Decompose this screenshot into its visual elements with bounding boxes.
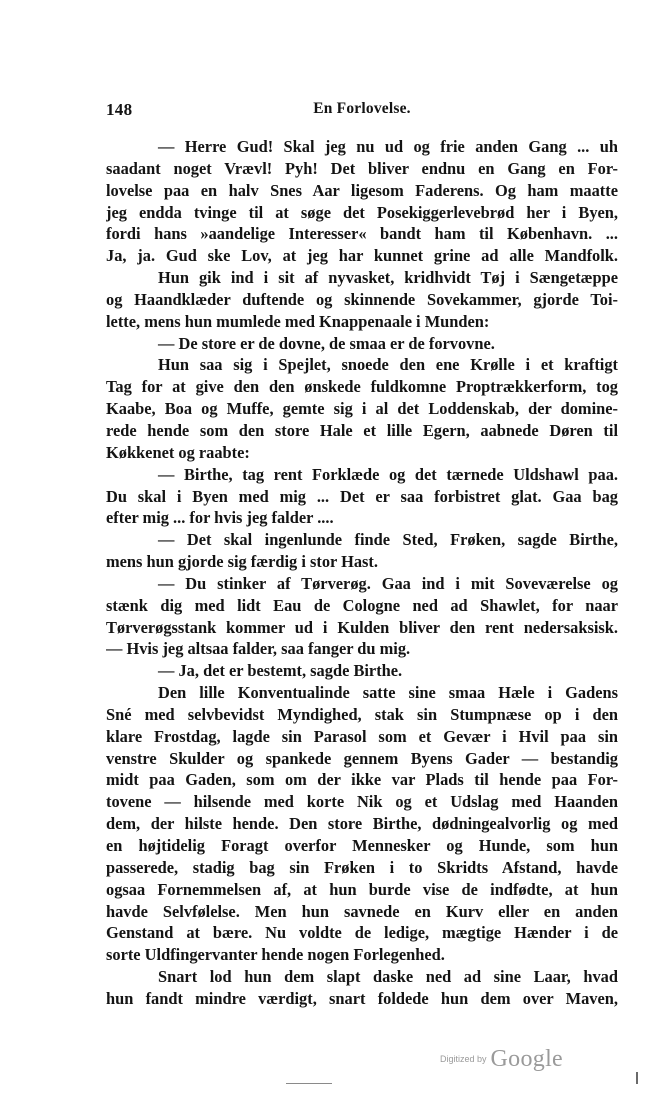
text-line: — Det skal ingenlunde finde Sted, Frøken, sagde Birthe, <box>158 530 618 550</box>
text-line: Du skal i Byen med mig ... Det er saa forbistret glat. Gaa bag <box>106 486 618 506</box>
text-line: efter mig ... for hvis jeg falder .... <box>106 508 334 528</box>
text-line: lette, mens hun mumlede med Knappenaale i Munden: <box>106 311 490 331</box>
text-line: ogsaa Fornemmelsen af, at hun burde vise de indfødte, at hun <box>106 879 618 899</box>
text-line: — Du stinker af Tørverøg. Gaa ind i mit Soveværelse og <box>158 573 618 593</box>
text-line: passerede, stadig bag sin Frøken i to Skridts Afstand, havde <box>106 857 618 877</box>
text-line: midt paa Gaden, som om der ikke var Plads til hende paa For- <box>106 770 618 790</box>
text-line: Ja, ja. Gud ske Lov, at jeg har kunnet grine ad alle Mandfolk. <box>106 246 618 266</box>
text-line: havde Selvfølelse. Men hun savnede en Kurv eller en anden <box>106 901 618 921</box>
text-line: stænk dig med lidt Eau de Cologne ned ad Shawlet, for naar <box>106 595 618 615</box>
text-line: — Hvis jeg altsaa falder, saa fanger du mig. <box>106 639 411 659</box>
text-line: Køkkenet og raabte: <box>106 442 250 462</box>
watermark-brand: Google <box>490 1046 563 1072</box>
text-line: mens hun gjorde sig færdig i stor Hast. <box>106 552 378 572</box>
text-line: — Ja, det er bestemt, sagde Birthe. <box>158 661 403 681</box>
watermark-prefix: Digitized by <box>440 1054 487 1064</box>
running-title: En Forlovelse. <box>313 100 411 117</box>
text-line: fordi hans »aandelige Interesser« bandt ham til København. ... <box>106 224 618 244</box>
text-line: — Birthe, tag rent Forklæde og det tærnede Uldshawl paa. <box>158 464 618 484</box>
digitized-watermark <box>440 1046 580 1076</box>
text-line: jeg endda tvinge til at søge det Posekiggerlevebrød her i Byen, <box>106 202 618 222</box>
text-line: Hun saa sig i Spejlet, snoede den ene Krølle i et kraftigt <box>158 355 618 375</box>
text-line: Snart lod hun dem slapt daske ned ad sine Laar, hvad <box>158 967 618 987</box>
text-line: Tørverøgsstank kommer ud i Kulden bliver den rent nedersaksisk. <box>106 617 618 637</box>
text-line: en højtidelig Foragt overfor Mennesker og Hunde, som hun <box>106 836 618 855</box>
text-line: — Herre Gud! Skal jeg nu ud og frie anden Gang ... uh <box>158 137 618 156</box>
page-number: 148 <box>106 100 133 119</box>
text-line: rede hende som den store Hale et lille Egern, aabnede Døren til <box>106 420 618 440</box>
text-line: venstre Skulder og spankede gennem Byens Gader — bestandig <box>106 748 618 768</box>
text-line: saadant noget Vrævl! Pyh! Det bliver endnu en Gang en For- <box>106 158 618 178</box>
text-line: — De store er de dovne, de smaa er de forvovne. <box>158 333 495 353</box>
text-line: dem, der hilste hende. Den store Birthe, dødningealvorlig og med <box>106 814 618 834</box>
text-line: Genstand at bære. Nu voldte de ledige, mægtige Hænder i de <box>106 923 618 943</box>
scan-edge-mark <box>636 1072 638 1084</box>
text-line: klare Frostdag, lagde sin Parasol som et Gevær i Hvil paa sin <box>106 726 618 746</box>
text-line: hun fandt mindre værdigt, snart foldede hun dem over Maven, <box>106 988 618 1008</box>
page-header <box>106 100 618 124</box>
body-text <box>106 136 618 1010</box>
text-line: lovelse paa en halv Snes Aar ligesom Faderens. Og ham maatte <box>106 180 618 200</box>
text-line: Den lille Konventualinde satte sine smaa Hæle i Gadens <box>158 683 618 703</box>
text-line: og Haandklæder duftende og skinnende Sovekammer, gjorde Toi- <box>106 289 618 309</box>
text-line: tovene — hilsende med korte Nik og et Udslag med Haanden <box>106 792 618 812</box>
text-line: Tag for at give den den ønskede fuldkomne Proptrækkerform, tog <box>106 377 618 397</box>
text-line: Kaabe, Boa og Muffe, gemte sig i al det Loddenskab, der domine- <box>106 399 618 419</box>
text-line: sorte Uldfingervanter hende nogen Forlegenhed. <box>106 945 445 965</box>
text-line: Sné med selvbevidst Myndighed, stak sin Stumpnæse op i den <box>106 704 618 724</box>
text-line: Hun gik ind i sit af nyvasket, kridhvidt Tøj i Sængetæppe <box>158 268 618 288</box>
footer-rule <box>286 1083 332 1084</box>
